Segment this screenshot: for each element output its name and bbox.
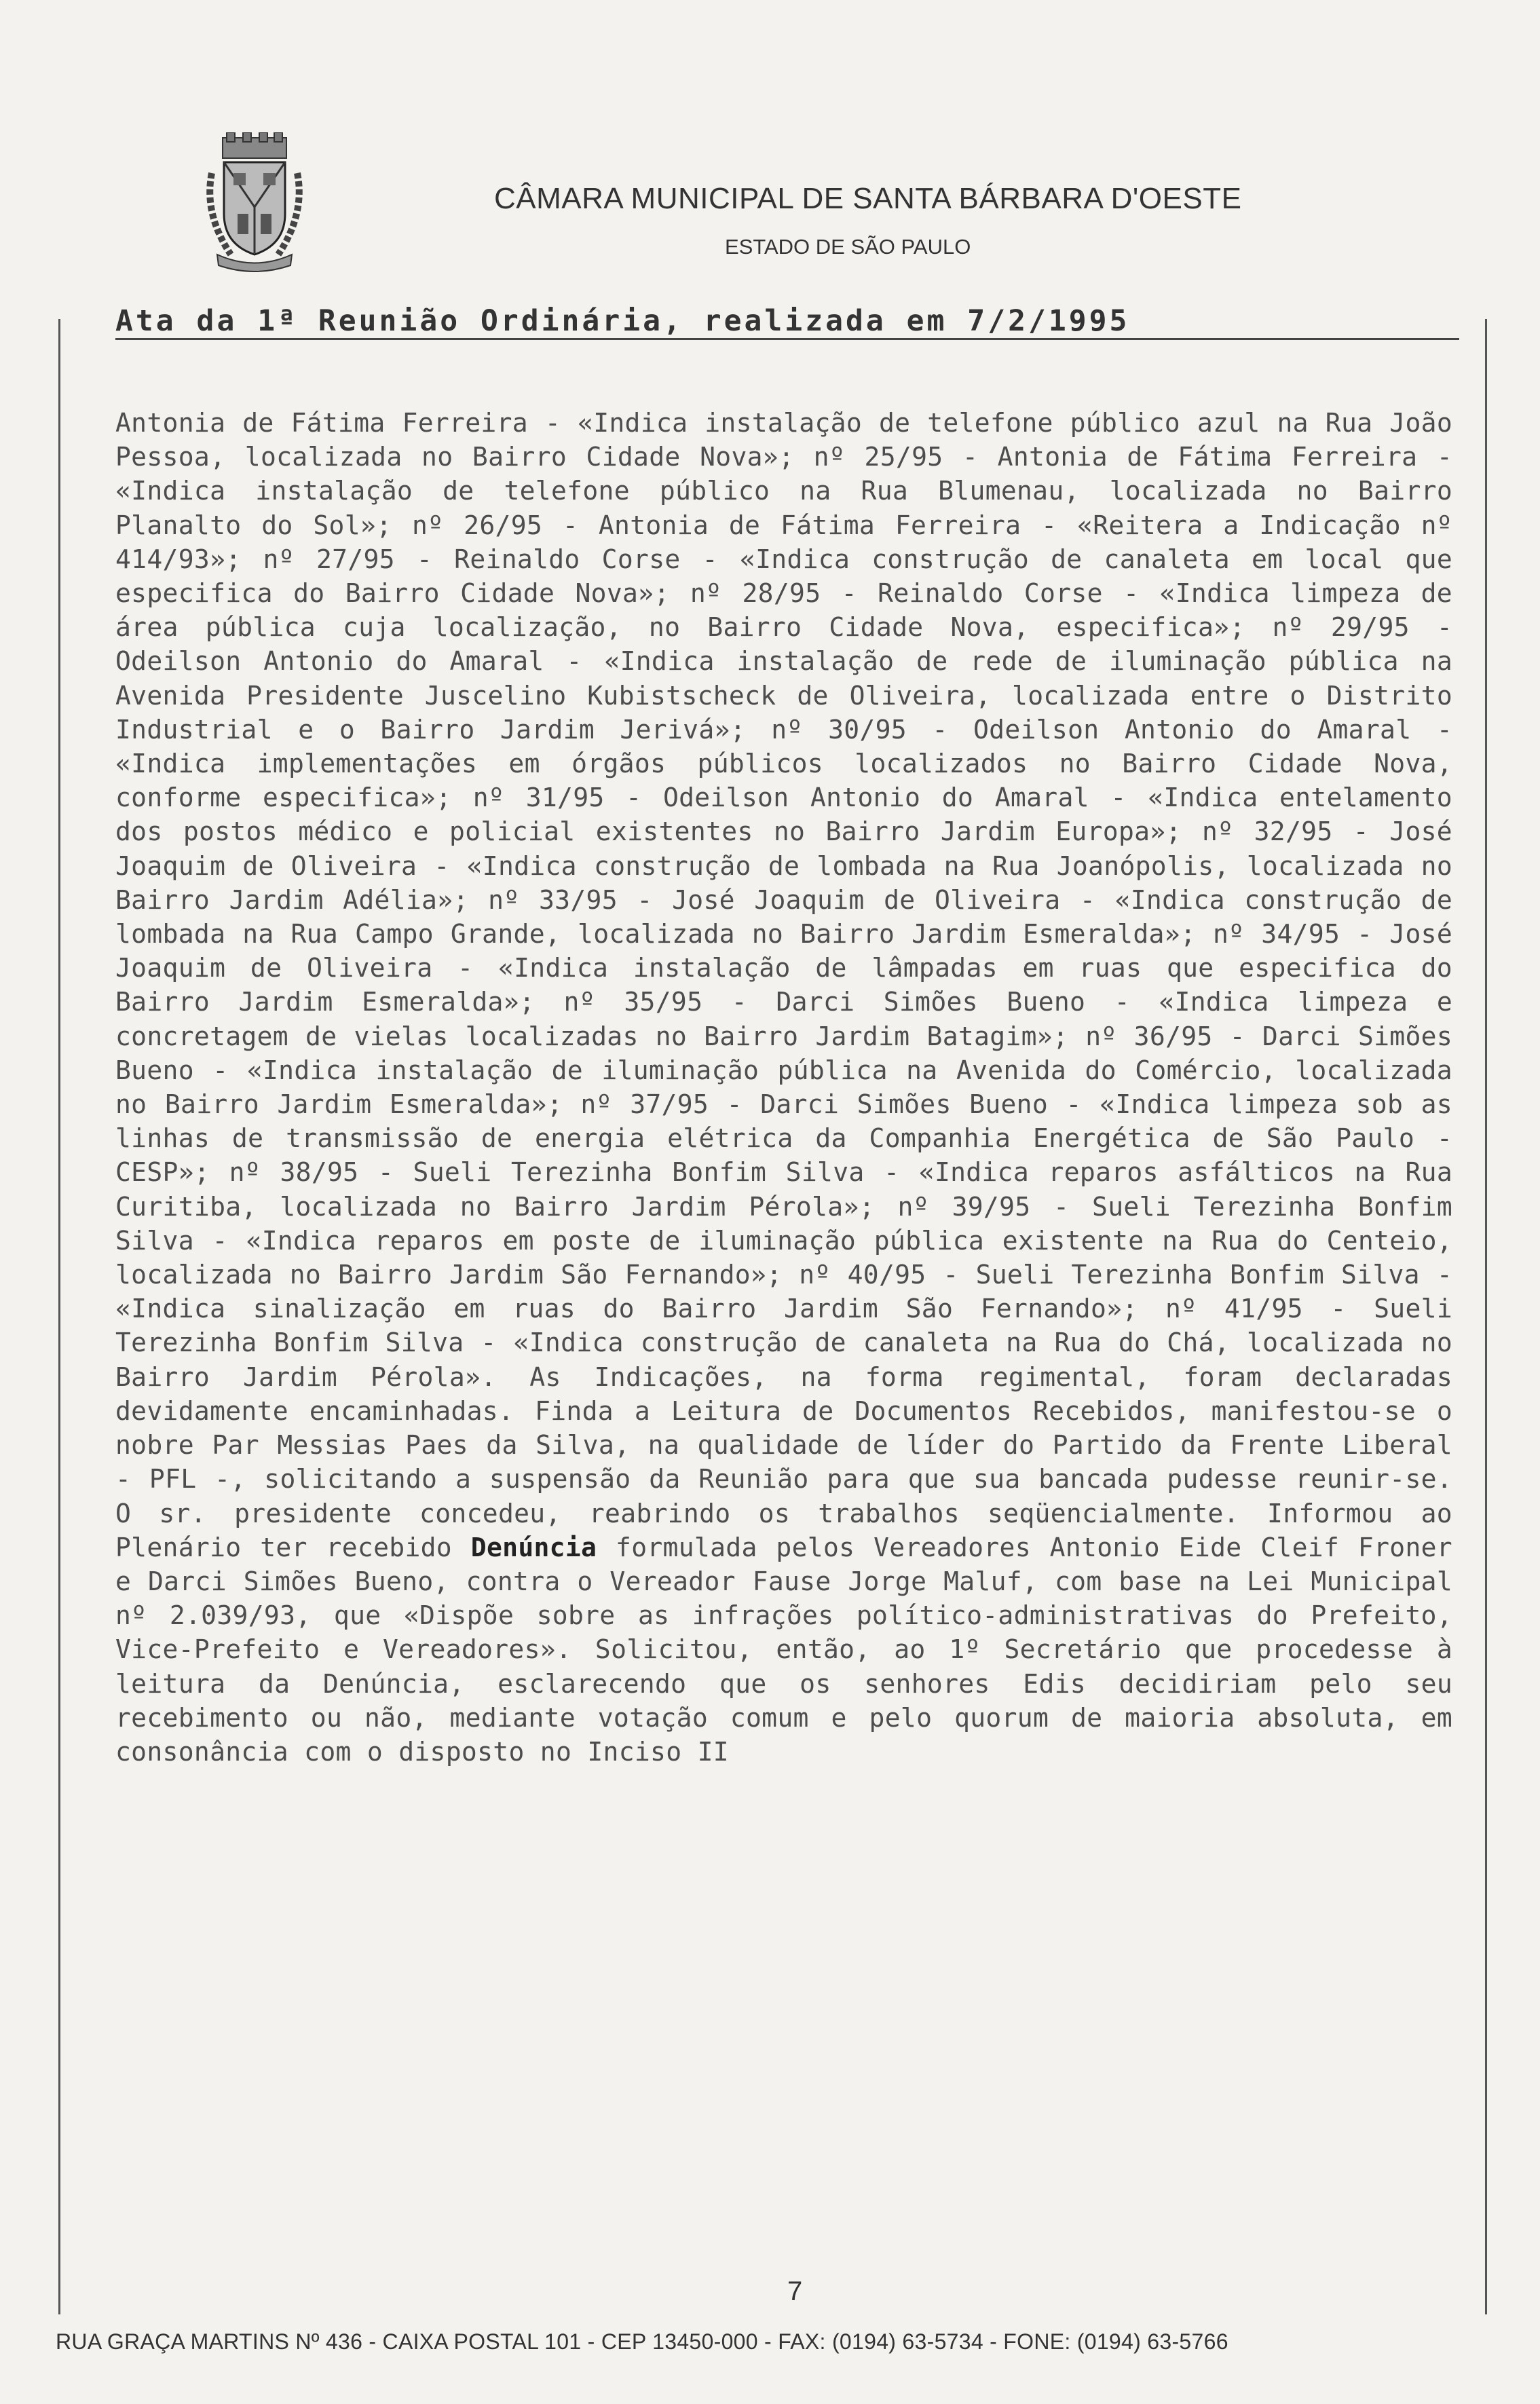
chamber-name: CÂMARA MUNICIPAL DE SANTA BÁRBARA D'OESTE — [494, 182, 1242, 215]
page-number: 7 — [787, 2276, 803, 2306]
bold-term: Denúncia — [470, 1532, 597, 1562]
body-text-part-2: formulada pelos Vereadores Antonio Eide Cleif Froner e Darci Simões Bueno, contra o Vereador Fause Jorge Maluf, com base na Lei Municipal nº 2.039/93, que «Dispõe sobre as infrações político-administrativas do Prefeito, Vice-Prefeito e Vereadores». Solicitou, então, ao 1º Secretário que procedesse à leitura da Denúncia, esclarecendo que os senhores Edis decidiriam pelo seu recebimento ou não, mediante votação comum e pelo quorum de maioria absoluta, em consonância com o disposto no Inciso II — [115, 1532, 1452, 1767]
body-text-part-1: Antonia de Fátima Ferreira - «Indica instalação de telefone público azul na Rua João Pessoa, localizada no Bairro Cidade Nova»; nº 25/95 - Antonia de Fátima Ferreira - «Indica instalação de telefone público na Rua Blumenau, localizada no Bairro Planalto do Sol»; nº 26/95 - Antonia de Fátima Ferreira - «Reitera a Indicação nº 414/93»; nº 27/95 - Reinaldo Corse - «Indica construção de canaleta em local que especifica do Bairro Cidade Nova»; nº 28/95 - Reinaldo Corse - «Indica limpeza de área pública cuja localização, no Bairro Cidade Nova, especifica»; nº 29/95 - Odeilson Antonio do Amaral - «Indica instalação de rede de iluminação pública na Avenida Presidente Juscelino Kubistscheck de Oliveira, localizada entre o Distrito Industrial e o Bairro Jardim Jerivá»; nº 30/95 - Odeilson Antonio do Amaral - «Indica implementações em órgãos públicos localizados no Bairro Cidade Nova, conforme especifica»; nº 31/95 - Odeilson Antonio do Amaral - «Indica entelamento dos postos médico e policial existentes no Bairro Jardim Europa»; nº 32/95 - José Joaquim de Oliveira - «Indica construção de lombada na Rua Joanópolis, localizada no Bairro Jardim Adélia»; nº 33/95 - José Joaquim de Oliveira - «Indica construção de lombada na Rua Campo Grande, localizada no Bairro Jardim Esmeralda»; nº 34/95 - José Joaquim de Oliveira - «Indica instalação de lâmpadas em ruas que especifica do Bairro Jardim Esmeralda»; nº 35/95 - Darci Simões Bueno - «Indica limpeza e concretagem de vielas localizadas no Bairro Jardim Batagim»; nº 36/95 - Darci Simões Bueno - «Indica instalação de iluminação pública na Avenida do Comércio, localizada no Bairro Jardim Esmeralda»; nº 37/95 - Darci Simões Bueno - «Indica limpeza sob as linhas de transmissão de energia elétrica da Companhia Energética de São Paulo - CESP»; nº 38/95 - Sueli Terezinha Bonfim Silva - «Indica reparos asfálticos na Rua Curitiba, localizada no Bairro Jardim Pérola»; nº 39/95 - Sueli Terezinha Bonfim Silva - «Indica reparos em poste de iluminação pública existente na Rua do Centeio, localizada no Bairro Jardim São Fernando»; nº 40/95 - Sueli Terezinha Bonfim Silva - «Indica sinalização em ruas do Bairro Jardim São Fernando»; nº 41/95 - Sueli Terezinha Bonfim Silva - «Indica construção de canaleta na Rua do Chá, localizada no Bairro Jardim Pérola». As Indicações, na forma regimental, foram declaradas devidamente encaminhadas. Finda a Leitura de Documentos Recebidos, manifestou-se o nobre Par Messias Paes da Silva, na qualidade de líder do Partido da Frente Liberal - PFL -, solicitando a suspensão da Reunião para que sua bancada pudesse reunir-se. O sr. presidente concedeu, reabrindo os trabalhos seqüencialmente. Informou ao Plenário ter recebido — [115, 408, 1452, 1562]
left-margin-rule — [58, 319, 60, 2314]
title-underline — [115, 338, 1459, 340]
document-title: Ata da 1ª Reunião Ordinária, realizada em 7/2/1995 — [115, 304, 1130, 338]
municipal-coat-of-arms-icon — [204, 132, 305, 275]
document-body — [115, 406, 1452, 1769]
state-name: ESTADO DE SÃO PAULO — [725, 235, 971, 259]
right-margin-rule — [1485, 319, 1487, 2314]
footer-address: RUA GRAÇA MARTINS Nº 436 - CAIXA POSTAL 101 - CEP 13450-000 - FAX: (0194) 63-5734 - FONE: (0194) 63-5766 — [56, 2329, 1228, 2354]
